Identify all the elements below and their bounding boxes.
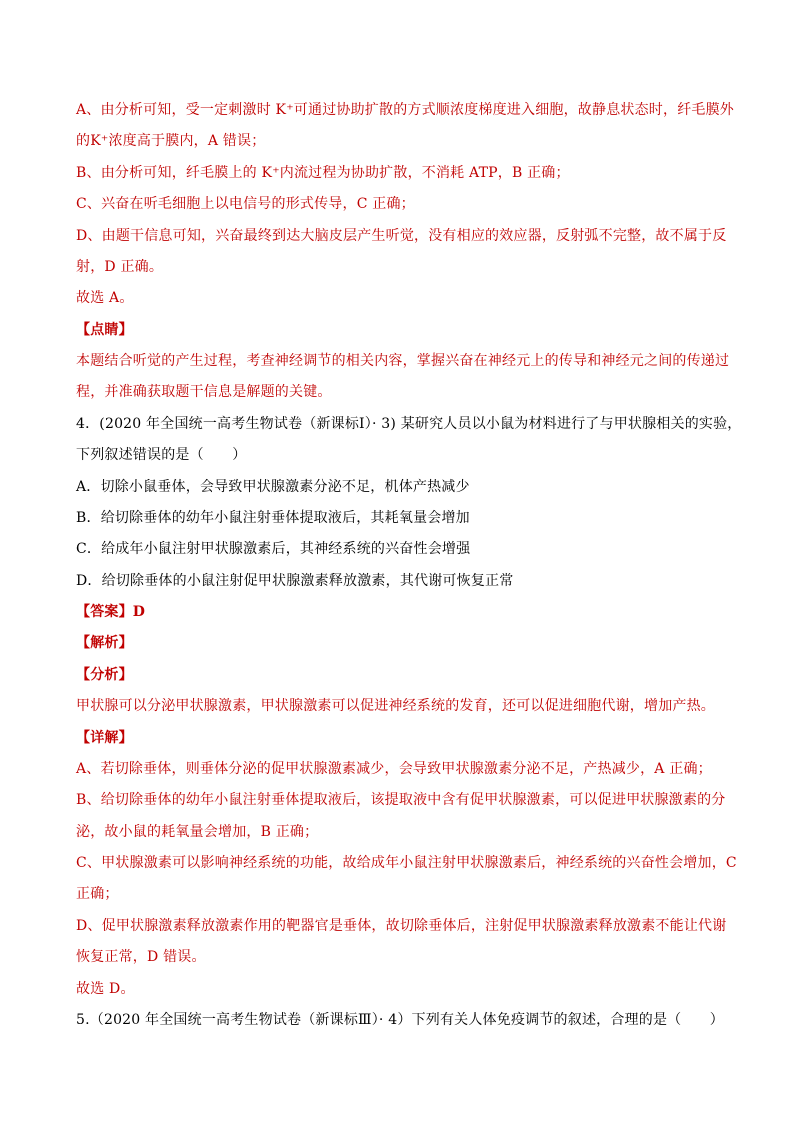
explanation-line: 的K⁺浓度高于膜内，A 错误； — [76, 133, 266, 149]
section-heading-fenxi: 【分析】 — [76, 667, 133, 683]
explanation-line: D、由题干信息可知，兴奋最终到达大脑皮层产生听觉，没有相应的效应器，反射弧不完整，故不属于反 — [76, 228, 727, 244]
question-stem-continued: 下列叙述错误的是（ ） — [76, 447, 247, 463]
detail-line: 泌，故小鼠的耗氧量会增加，B 正确； — [76, 824, 319, 840]
explanation-line: C、兴奋在听毛细胞上以电信号的形式传导，C 正确； — [76, 196, 415, 212]
option-b: B．给切除垂体的幼年小鼠注射垂体提取液后，其耗氧量会增加 — [76, 510, 470, 526]
analysis-text: 甲状腺可以分泌甲状腺激素，甲状腺激素可以促进神经系统的发育，还可以促进细胞代谢，增加产热。 — [76, 698, 715, 714]
detail-line: 正确； — [76, 886, 119, 902]
question-stem — [76, 414, 742, 434]
option-d: D．给切除垂体的小鼠注射促甲状腺激素释放激素，其代谢可恢复正常 — [76, 573, 514, 589]
detail-line: C、甲状腺激素可以影响神经系统的功能，故给成年小鼠注射甲状腺激素后，神经系统的兴奋性会增加，C — [76, 855, 737, 871]
section-heading-dianjing: 【点睛】 — [76, 322, 133, 338]
question-stem: 5.（2020 年全国统一高考生物试卷（新课标Ⅲ）· 4）下列有关人体免疫调节的叙述，合理的是（ ） — [76, 1012, 724, 1028]
comment-line: 本题结合听觉的产生过程，考查神经调节的相关内容，掌握兴奋在神经元上的传导和神经元之间的传递过 — [76, 353, 730, 369]
explanation-line: 射，D 正确。 — [76, 259, 164, 275]
question-stem-text: 4．(2020 年全国统一高考生物试卷（新课标Ⅰ）· 3) 某研究人员以小鼠为材料进行了与甲状腺相关的实验， — [76, 416, 742, 432]
final-choice: 故选 A。 — [76, 290, 134, 306]
section-heading-jiexi: 【解析】 — [76, 635, 133, 651]
detail-line: 恢复正常，D 错误。 — [76, 949, 206, 965]
option-a: A．切除小鼠垂体，会导致甲状腺激素分泌不足，机体产热减少 — [76, 479, 470, 495]
section-heading-xiangjie: 【详解】 — [76, 730, 133, 746]
answer-label: 【答案】D — [76, 604, 146, 620]
detail-line: A、若切除垂体，则垂体分泌的促甲状腺激素减少，会导致甲状腺激素分泌不足，产热减少，A 正确； — [76, 761, 712, 777]
detail-line: B、给切除垂体的幼年小鼠注射垂体提取液后，该提取液中含有促甲状腺激素，可以促进甲状腺激素的分 — [76, 792, 726, 808]
comment-line: 程，并准确获取题干信息是解题的关键。 — [76, 384, 332, 400]
explanation-line: A、由分析可知，受一定刺激时 K⁺可通过协助扩散的方式顺浓度梯度进入细胞，故静息状态时，纤毛膜外 — [76, 102, 735, 118]
explanation-line: B、由分析可知，纤毛膜上的 K⁺内流过程为协助扩散，不消耗 ATP，B 正确； — [76, 165, 570, 181]
detail-line: D、促甲状腺激素释放激素作用的靶器官是垂体，故切除垂体后，注射促甲状腺激素释放激素不能让代谢 — [76, 918, 727, 934]
final-choice: 故选 D。 — [76, 981, 135, 997]
option-c: C．给成年小鼠注射甲状腺激素后，其神经系统的兴奋性会增强 — [76, 541, 471, 557]
